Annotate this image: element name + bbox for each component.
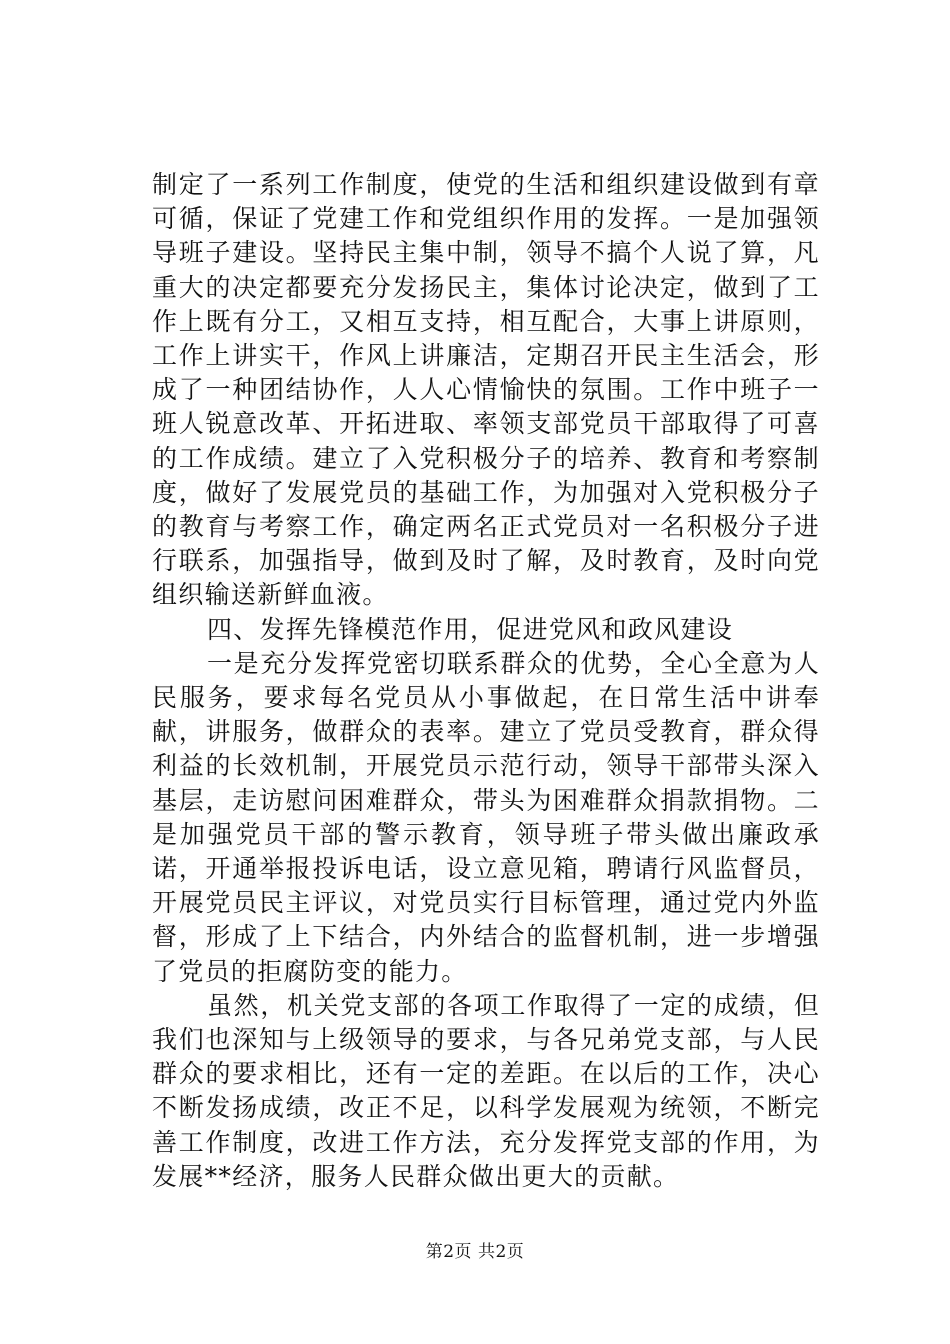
document-body — [152, 168, 820, 1194]
section-heading: 四、发挥先锋模范作用，促进党风和政风建设 — [207, 614, 734, 644]
paragraph: 一是充分发挥党密切联系群众的优势，全心全意为人民服务，要求每名党员从小事做起，在日常生活中讲奉献，讲服务，做群众的表率。建立了党员受教育，群众得利益的长效机制，开展党员示范行动，领导干部带头深入基层，走访慰问困难群众，带头为困难群众捐款捐物。二是加强党员干部的警示教育，领导班子带头做出廉政承诺，开通举报投诉电话，设立意见箱，聘请行风监督员，开展党员民主评议，对党员实行目标管理，通过党内外监督，形成了上下结合，内外结合的监督机制，进一步增强了党员的拒腐防变的能力。 — [152, 648, 820, 986]
paragraph-continued: 制定了一系列工作制度，使党的生活和组织建设做到有章可循，保证了党建工作和党组织作用的发挥。一是加强领导班子建设。坚持民主集中制，领导不搞个人说了算，凡重大的决定都要充分发扬民主，集体讨论决定，做到了工作上既有分工，又相互支持，相互配合，大事上讲原则，工作上讲实干，作风上讲廉洁，定期召开民主生活会，形成了一种团结协作，人人心情愉快的氛围。工作中班子一班人锐意改革、开拓进取、率领支部党员干部取得了可喜的工作成绩。建立了入党积极分子的培养、教育和考察制度，做好了发展党员的基础工作，为加强对入党积极分子的教育与考察工作，确定两名正式党员对一名积极分子进行联系，加强指导，做到及时了解，及时教育，及时向党组织输送新鲜血液。 — [152, 170, 820, 610]
page-number-footer: 第2页 共2页 — [425, 1242, 525, 1262]
paragraph: 虽然，机关党支部的各项工作取得了一定的成绩，但我们也深知与上级领导的要求，与各兄弟党支部，与人民群众的要求相比，还有一定的差距。在以后的工作，决心不断发扬成绩，改正不足，以科学发展观为统领，不断完善工作制度，改进工作方法，充分发挥党支部的作用，为发展**经济，服务人民群众做出更大的贡献。 — [152, 990, 820, 1191]
